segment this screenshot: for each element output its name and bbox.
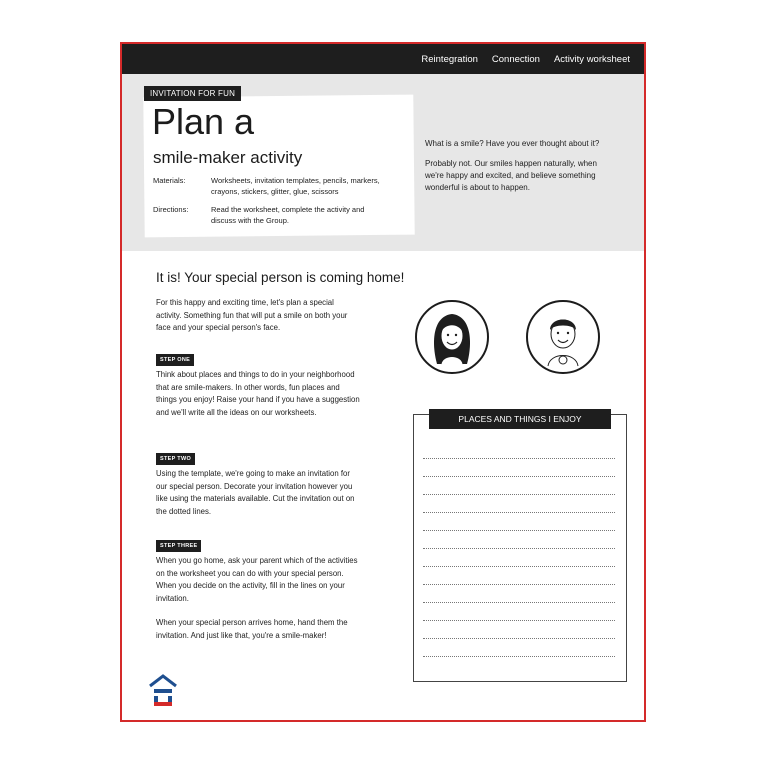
top-nav [122,44,644,74]
directions-value: Read the worksheet, complete the activity and discuss with the Group. [211,205,365,225]
write-line[interactable] [423,602,615,603]
write-line[interactable] [423,566,615,567]
write-line[interactable] [423,458,615,459]
intro-answer: Probably not. Our smiles happen naturally, when we're happy and excited, and believe something wonderful is about to happen. [425,159,597,192]
write-line[interactable] [423,530,615,531]
nav-activity-worksheet[interactable]: Activity worksheet [553,53,630,65]
nav-connection[interactable]: Connection [491,53,540,65]
girl-illustration-icon [417,302,487,372]
step-three-badge: STEP THREE [156,540,201,552]
nav-reintegration[interactable]: Reintegration [421,53,478,65]
write-line[interactable] [423,512,615,513]
write-line[interactable] [423,620,615,621]
write-line[interactable] [423,584,615,585]
step-two-badge: STEP TWO [156,453,195,465]
step-one-badge: STEP ONE [156,354,194,366]
category-badge: INVITATION FOR FUN [144,86,241,101]
section-headline: It is! Your special person is coming home! [156,270,405,285]
boy-portrait [526,300,600,374]
step-two-text: Using the template, we're going to make an invitation for our special person. Decorate your invitation however you like using the materials available. Cut the invitation out on the dotted lines. [156,469,355,516]
intro-paragraph: For this happy and exciting time, let's plan a special activity. Something fun that will put a smile on both your face and your special person's face. [156,298,348,332]
write-line[interactable] [423,476,615,477]
write-line[interactable] [423,638,615,639]
write-line[interactable] [423,548,615,549]
materials-row [153,175,381,197]
worksheet-page [120,42,646,722]
materials-value: Worksheets, invitation templates, pencils, markers, crayons, stickers, glitter, glue, scissors [211,176,380,196]
step-three-text: When you go home, ask your parent which of the activities on the worksheet you can do with your special person. When you decide on the activity, fill in the lines on your invitation. [156,556,358,603]
directions-label: Directions: [153,205,189,214]
boy-illustration-icon [528,302,598,372]
write-line[interactable] [423,494,615,495]
places-list-title: PLACES AND THINGS I ENJOY [429,409,611,429]
materials-label: Materials: [153,176,186,185]
step-one-text: Think about places and things to do in your neighborhood that are smile-makers. In other words, fun places and things you enjoy! Raise your hand if you have a suggestion and we'll write all the ideas on our worksheets. [156,370,360,417]
page-title: Plan a [152,101,255,142]
write-line[interactable] [423,656,615,657]
closing-paragraph: When your special person arrives home, hand them the invitation. And just like that, you're a smile-maker! [156,618,348,640]
directions-row [153,204,381,226]
house-logo-icon [148,674,178,708]
page-subtitle: smile-maker activity [153,148,303,167]
intro-question: What is a smile? Have you ever thought about it? [425,139,600,148]
girl-portrait [415,300,489,374]
